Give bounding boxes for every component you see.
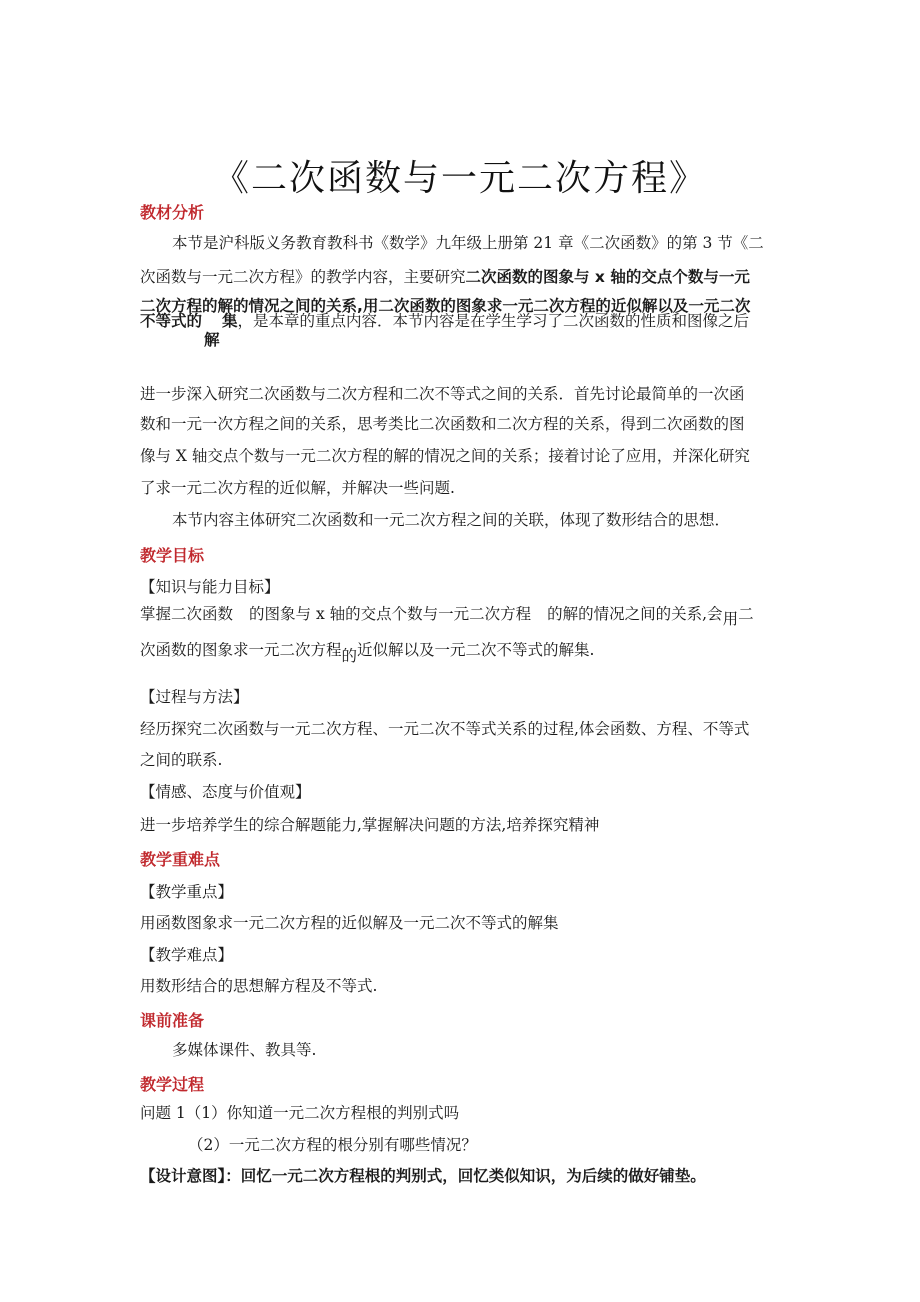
analysis-bold-text: 二次函数的 bbox=[465, 268, 544, 286]
keypoint-text: 用函数图象求一元二次方程的近似解及一元二次不等式的解集 bbox=[140, 914, 559, 932]
objective-text: 近似解以及一元二次不等式的解集. bbox=[357, 641, 595, 659]
analysis-line bbox=[140, 311, 749, 331]
objective-text: 掌握二次函数 bbox=[140, 605, 234, 623]
analysis-bold-text: 不等式的 bbox=[140, 312, 203, 330]
analysis-line: 本节是沪科版义务教育教科书《数学》九年级上册第 21 章《二次函数》的第 3 节《二 bbox=[172, 234, 764, 252]
objective-text: 次函数的图象求一元二次方程 bbox=[140, 641, 342, 659]
analysis-bold-text: 图象与 x 轴 bbox=[543, 268, 626, 286]
analysis-text: ，是本章的重点内容．本节内容是在学生学习了二次函数的性质和图像之后 bbox=[237, 312, 750, 330]
section-heading-objectives: 教学目标 bbox=[140, 546, 205, 565]
objective-text: 用 bbox=[722, 610, 739, 628]
analysis-line: 像与 X 轴交点个数与一元二次方程的解的情况之间的关系；接着讨论了应用，并深化研究 bbox=[140, 447, 750, 465]
design-intent-label: 【设计意图】 bbox=[140, 1167, 226, 1185]
analysis-line bbox=[140, 267, 750, 287]
objective-line: 进一步培养学生的综合解题能力,掌握解决问题的方法,培养探究精神 bbox=[140, 816, 600, 834]
analysis-line: 本节内容主体研究二次函数和一元二次方程之间的关联，体现了数形结合的思想． bbox=[172, 511, 731, 529]
objective-line: 之间的联系. bbox=[140, 751, 223, 769]
objective-text: 二 bbox=[738, 605, 754, 623]
analysis-line: 了求一元二次方程的近似解，并解决一些问题. bbox=[140, 479, 455, 497]
keypoint-label-key: 【教学重点】 bbox=[140, 883, 234, 901]
section-heading-keypoints: 教学重难点 bbox=[140, 850, 221, 869]
keypoint-label-difficulty: 【教学难点】 bbox=[140, 946, 234, 964]
objective-text: 的图象与 x 轴的交点个数与一元二次方程 bbox=[249, 605, 532, 623]
objective-text: 的解的情况之间的关系,会 bbox=[547, 605, 723, 623]
analysis-bold-text: 的交点个数与一元 bbox=[625, 268, 750, 286]
design-intent-text: ：回忆一元二次方程根的判别式，回忆类似知识，为后续的做好铺垫。 bbox=[225, 1167, 706, 1185]
objective-line bbox=[140, 604, 754, 628]
analysis-bold-line: 二次方程的解的情况之间的关系,用二次函数的图象求一元二次方程的近似解以及一元二次 bbox=[140, 297, 751, 315]
objective-line: 经历探究二次函数与一元二次方程、一元二次不等式关系的过程,体会函数、方程、不等式 bbox=[140, 720, 750, 738]
design-intent bbox=[140, 1166, 706, 1186]
objective-line bbox=[140, 640, 595, 665]
prep-text: 多媒体课件、教具等. bbox=[172, 1041, 317, 1059]
section-heading-process: 教学过程 bbox=[140, 1075, 205, 1094]
objective-label-process: 【过程与方法】 bbox=[140, 688, 249, 706]
analysis-text: 次函数与一元二次方程》的教学内容，主要研究 bbox=[140, 268, 466, 286]
section-heading-analysis: 教材分析 bbox=[140, 203, 205, 222]
analysis-line: 进一步深入研究二次函数与二次方程和二次不等式之间的关系．首先讨论最简单的一次函 bbox=[140, 385, 745, 403]
section-heading-prep: 课前准备 bbox=[140, 1011, 205, 1030]
process-question: （2）一元二次方程的根分别有哪些情况？ bbox=[188, 1136, 477, 1154]
document-title: 《二次函数与一元二次方程》 bbox=[212, 158, 707, 199]
analysis-bold-text: 集 bbox=[222, 312, 238, 330]
analysis-bold-char: 解 bbox=[204, 331, 220, 349]
process-question: 问题 1（1）你知道一元二次方程根的判别式吗 bbox=[140, 1104, 460, 1122]
objective-text: 的 bbox=[341, 647, 358, 665]
keypoint-text: 用数形结合的思想解方程及不等式. bbox=[140, 977, 378, 995]
analysis-line: 数和一元一次方程之间的关系，思考类比二次函数和二次方程的关系，得到二次函数的图 bbox=[140, 415, 745, 433]
objective-label-emotion: 【情感、态度与价值观】 bbox=[140, 783, 311, 801]
objective-label-knowledge: 【知识与能力目标】 bbox=[140, 578, 280, 596]
